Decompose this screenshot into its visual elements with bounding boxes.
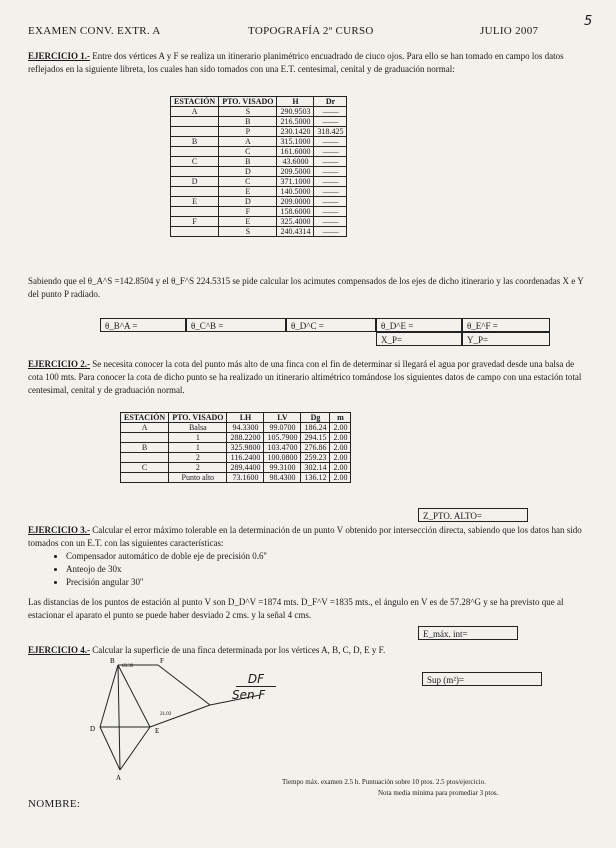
- table-cell: ——: [314, 177, 347, 187]
- table-row: [121, 443, 351, 453]
- exercise-3-title: EJERCICIO 3.-: [28, 525, 91, 535]
- sketch-label-f: F: [160, 657, 164, 665]
- exercise-1-text: Entre dos vértices A y F se realiza un itinerario planimétrico encuadrado de ciuco ojos. Para ello se han tomado en campo los datos reflejados en la siguiente libreta, los cuales han sido tomados con una E.T. centesimal, cenital y de graduación normal:: [28, 51, 564, 74]
- table-cell: 2.00: [330, 473, 351, 483]
- table-cell: ——: [314, 157, 347, 167]
- table-cell: [171, 167, 219, 177]
- exam-date: JULIO 2007: [480, 25, 539, 37]
- table-cell: D: [219, 167, 277, 177]
- feature-item: • Precisión angular 30'': [66, 576, 267, 589]
- sketch-measure: 21.03: [160, 712, 172, 717]
- table-cell: 103.4700: [264, 443, 301, 453]
- table-cell: 216.5000: [277, 117, 314, 127]
- exercise-4-text: Calcular la superficie de una finca determinada por los vértices A, B, C, D, E y F.: [92, 645, 386, 655]
- table-cell: Punto alto: [169, 473, 227, 483]
- table-cell: 318.425: [314, 127, 347, 137]
- table-cell: C: [219, 177, 277, 187]
- exercise-2-title: EJERCICIO 2.-: [28, 359, 91, 369]
- exam-title: EXAMEN CONV. EXTR. A: [28, 25, 161, 37]
- answer-box-z[interactable]: Z_PTO. ALTO=: [418, 508, 528, 522]
- table-cell: ——: [314, 197, 347, 207]
- handwritten-denominator: Sen F: [232, 688, 266, 702]
- table-cell: 136.12: [301, 473, 330, 483]
- table-cell: 2.00: [330, 433, 351, 443]
- table-cell: ——: [314, 117, 347, 127]
- table-cell: F: [171, 217, 219, 227]
- table-cell: A: [121, 423, 169, 433]
- table-cell: A: [219, 137, 277, 147]
- table-cell: 98.4300: [264, 473, 301, 483]
- table-row: [171, 137, 347, 147]
- table-row: [171, 167, 347, 177]
- sketch-label-d: D: [90, 725, 96, 733]
- table-cell: C: [219, 147, 277, 157]
- table-cell: 2.00: [330, 463, 351, 473]
- t2-header-3: LV: [264, 413, 301, 423]
- table-row: [121, 433, 351, 443]
- exercise-1-table: [170, 96, 347, 237]
- table-cell: 294.15: [301, 433, 330, 443]
- table-row: [171, 227, 347, 237]
- exercise-3-statement: [28, 524, 590, 550]
- table-cell: 99.0700: [264, 423, 301, 433]
- table-cell: 1: [169, 443, 227, 453]
- table-cell: [171, 207, 219, 217]
- table-cell: 290.9503: [277, 107, 314, 117]
- table-row: [121, 463, 351, 473]
- answer-box-3[interactable]: θ_D^C =: [286, 318, 376, 332]
- exercise-3-text: Calcular el error máximo tolerable en la determinación de un punto V obtenido por intersección directa, sabiendo que los datos han sido tomados con un E.T. con las siguientes características:: [28, 525, 582, 548]
- table-cell: D: [171, 177, 219, 187]
- table-row: [171, 157, 347, 167]
- table-row: [121, 473, 351, 483]
- answer-box-4[interactable]: θ_D^E =: [376, 318, 462, 332]
- exercise-2-text: Se necesita conocer la cota del punto más alto de una finca con el fin de determinar si llegará el agua por gravedad desde una balsa de cota 100 mts. Para conocer la cota de dicho punto se ha realizado un itinerario altimétrico tomándose los siguientes datos de campo con una estación total centesimal, cenital y de graduación normal.: [28, 359, 582, 395]
- exercise-1-question: Sabiendo que el θ_A^S =142.8504 y el θ_F^S 224.5315 se pide calcular los acimutes compensados de los ejes de dicho itinerario y las coordenadas X e Y del punto P radiado.: [28, 276, 584, 299]
- table-cell: 73.1600: [227, 473, 264, 483]
- table-cell: B: [121, 443, 169, 453]
- feature-item: • Anteojo de 30x: [66, 563, 267, 576]
- table-cell: E: [219, 217, 277, 227]
- table-cell: ——: [314, 207, 347, 217]
- table-cell: 209.0000: [277, 197, 314, 207]
- table-cell: 289.4400: [227, 463, 264, 473]
- table-cell: 99.3100: [264, 463, 301, 473]
- table-cell: E: [219, 187, 277, 197]
- table-row: [171, 117, 347, 127]
- table-cell: [171, 117, 219, 127]
- table-cell: ——: [314, 147, 347, 157]
- table-cell: ——: [314, 167, 347, 177]
- table-row: [121, 453, 351, 463]
- table-cell: 186.24: [301, 423, 330, 433]
- table-cell: F: [219, 207, 277, 217]
- table-cell: [121, 453, 169, 463]
- table-cell: 2.00: [330, 423, 351, 433]
- table-cell: ——: [314, 217, 347, 227]
- t2-header-4: Dg: [301, 413, 330, 423]
- answer-box-yp[interactable]: Y_P=: [462, 332, 550, 346]
- course-title: TOPOGRAFÍA 2º CURSO: [248, 25, 374, 37]
- table-cell: 240.4314: [277, 227, 314, 237]
- exercise-1-statement: [28, 50, 590, 76]
- table-row: [171, 107, 347, 117]
- table-cell: C: [171, 157, 219, 167]
- footer-note-2: Nota media mínima para promediar 3 ptos.: [378, 789, 499, 797]
- handwritten-numerator: DF: [236, 672, 276, 687]
- table-cell: 371.1000: [277, 177, 314, 187]
- table-row: [171, 177, 347, 187]
- table-cell: ——: [314, 107, 347, 117]
- table-cell: 209.5000: [277, 167, 314, 177]
- answer-box-1[interactable]: θ_B^A =: [100, 318, 186, 332]
- table-cell: 315.1000: [277, 137, 314, 147]
- table-row: [171, 147, 347, 157]
- table-cell: 140.5000: [277, 187, 314, 197]
- answer-box-xp[interactable]: X_P=: [376, 332, 462, 346]
- t1-header-2: H: [277, 97, 314, 107]
- answer-box-area[interactable]: Sup (m²)=: [422, 672, 542, 686]
- table-cell: 43.6000: [277, 157, 314, 167]
- table-cell: 325.4000: [277, 217, 314, 227]
- table-cell: S: [219, 107, 277, 117]
- t1-header-1: PTO. VISADO: [219, 97, 277, 107]
- table-cell: ——: [314, 227, 347, 237]
- table-cell: 288.2200: [227, 433, 264, 443]
- sketch-label-b: B: [110, 657, 115, 665]
- t1-header-0: ESTACIÓN: [171, 97, 219, 107]
- t2-header-1: PTO. VISADO: [169, 413, 227, 423]
- table-row: [171, 217, 347, 227]
- table-cell: 325.9800: [227, 443, 264, 453]
- table-cell: S: [219, 227, 277, 237]
- table-cell: 94.3300: [227, 423, 264, 433]
- table-cell: B: [219, 117, 277, 127]
- table-cell: 230.1420: [277, 127, 314, 137]
- exercise-3-features: [52, 550, 267, 589]
- table-cell: C: [121, 463, 169, 473]
- table-row: [171, 207, 347, 217]
- t1-header-3: Dr: [314, 97, 347, 107]
- page-mark: 5: [584, 14, 593, 29]
- answer-box-2[interactable]: θ_C^B =: [186, 318, 286, 332]
- table-cell: 276.86: [301, 443, 330, 453]
- footer-note-1: Tiempo máx. examen 2.5 h. Puntuación sobre 10 ptos. 2.5 ptos/ejercicio.: [282, 778, 486, 786]
- sketch-label-e: E: [155, 727, 160, 735]
- exercise-1-answer-grid: [100, 318, 550, 346]
- table-cell: 302.14: [301, 463, 330, 473]
- table-cell: ——: [314, 187, 347, 197]
- sketch-measure: 69.39: [122, 664, 134, 669]
- sketch-label-a: A: [116, 774, 122, 782]
- table-cell: 161.6000: [277, 147, 314, 157]
- table-cell: E: [171, 197, 219, 207]
- table-cell: 1: [169, 433, 227, 443]
- exercise-2-statement: [28, 358, 590, 397]
- table-row: [171, 187, 347, 197]
- table-row: [171, 127, 347, 137]
- table-cell: 2.00: [330, 443, 351, 453]
- table-cell: Balsa: [169, 423, 227, 433]
- table-cell: [171, 147, 219, 157]
- table-cell: ——: [314, 137, 347, 147]
- table-cell: 2: [169, 453, 227, 463]
- t2-header-0: ESTACIÓN: [121, 413, 169, 423]
- table-cell: 158.6000: [277, 207, 314, 217]
- t2-header-5: m: [330, 413, 351, 423]
- exercise-1-title: EJERCICIO 1.-: [28, 51, 91, 61]
- table-cell: [171, 127, 219, 137]
- table-cell: 2: [169, 463, 227, 473]
- table-cell: P: [219, 127, 277, 137]
- answer-box-5[interactable]: θ_E^F =: [462, 318, 550, 332]
- table-cell: 105.7900: [264, 433, 301, 443]
- table-cell: 259.23: [301, 453, 330, 463]
- exercise-2-table: [120, 412, 351, 483]
- table-cell: [171, 187, 219, 197]
- table-cell: [171, 227, 219, 237]
- exercise-3-question: Las distancias de los puntos de estación al punto V son D_D^V =1874 mts. D_F^V =1835 mts., el ángulo en V es de 57.28^G y se ha previsto que al estacionar el aparato el punto se puede haber desviado 2 cms. y la señal 4 cms.: [28, 597, 564, 620]
- table-cell: 100.0800: [264, 453, 301, 463]
- t2-header-2: LH: [227, 413, 264, 423]
- table-row: [121, 423, 351, 433]
- answer-box-emax[interactable]: E_máx. int=: [418, 626, 518, 640]
- table-cell: B: [171, 137, 219, 147]
- table-cell: 116.2400: [227, 453, 264, 463]
- table-cell: D: [219, 197, 277, 207]
- table-cell: 2.00: [330, 453, 351, 463]
- table-cell: [121, 473, 169, 483]
- feature-item: • Compensador automático de doble eje de precisión 0.6'': [66, 550, 267, 563]
- exercise-4-title: EJERCICIO 4.-: [28, 645, 91, 655]
- table-cell: [121, 433, 169, 443]
- table-cell: A: [171, 107, 219, 117]
- name-label: NOMBRE:: [28, 798, 81, 810]
- table-row: [171, 197, 347, 207]
- table-cell: B: [219, 157, 277, 167]
